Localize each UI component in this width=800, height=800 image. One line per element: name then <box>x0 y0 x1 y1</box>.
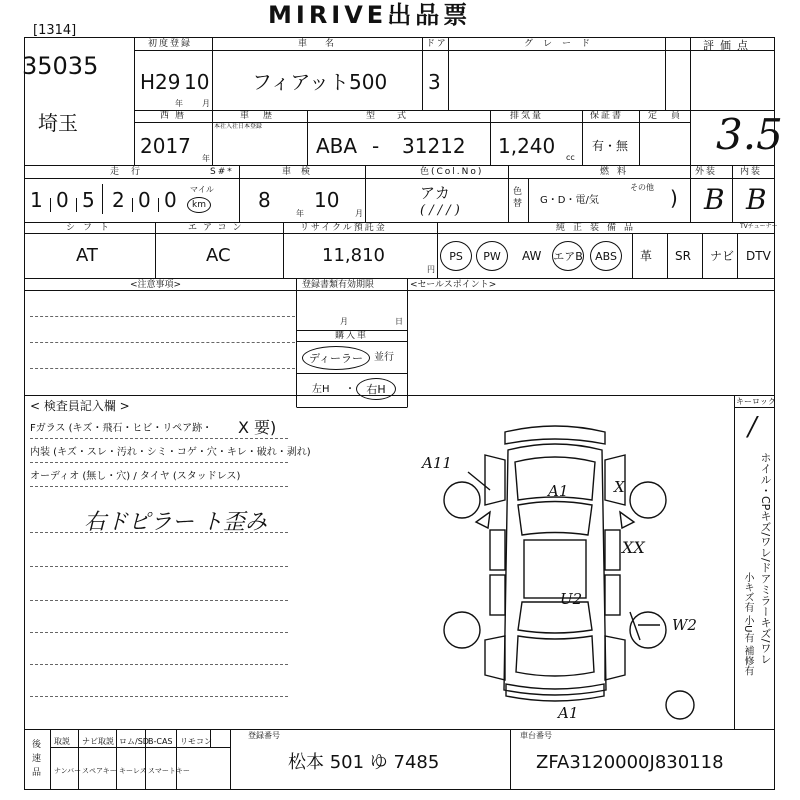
damage-mark-top-left: A11 <box>422 454 452 472</box>
sales-points-header: <セールスポイント> <box>410 280 497 290</box>
lot-number: 35035 <box>22 52 99 80</box>
shift-value: AT <box>76 245 98 266</box>
aircon-header: エアコン <box>188 223 248 233</box>
inspector-line-2: 内装 (キズ・スレ・汚れ・シミ・コゲ・穴・キレ・破れ・剥れ) <box>30 447 311 458</box>
inspector-header: < 検査員記入欄 > <box>30 399 130 413</box>
accessory-item: 取説 <box>54 737 70 746</box>
chassis-side-label: 後 速 品 <box>32 740 42 778</box>
color-code: ( / / / ) <box>420 203 460 218</box>
car-name-value: フィアット500 <box>252 70 388 94</box>
displacement-header: 排気量 <box>510 111 544 121</box>
parallel-option: 並行 <box>374 352 394 363</box>
cc-unit: cc <box>566 153 575 162</box>
km-unit: km <box>187 197 211 213</box>
model-prefix: ABA <box>316 134 358 158</box>
damage-mark-center: U2 <box>560 590 583 608</box>
color-change-label: 色替 <box>513 187 523 209</box>
damage-mark-top-center: A1 <box>548 482 569 500</box>
accessory-item: リモコン <box>180 737 212 746</box>
history-sub: 本社入社日本登録 <box>214 123 263 130</box>
reg-number-value: 松本 501 ゆ 7485 <box>288 752 440 773</box>
grade-header: グレード <box>524 39 601 49</box>
mileage-digit: 0 <box>56 188 69 212</box>
accessory-item: ナビ取説 <box>82 737 114 746</box>
accessory-item: キーレス <box>119 767 147 775</box>
equipment-8: DTV <box>746 249 771 263</box>
color-name: アカ <box>420 184 450 202</box>
accessory-item: スペアキー <box>82 767 117 775</box>
mileage-digit: 2 <box>112 188 125 212</box>
damage-mark-mid-right: XX <box>622 538 645 557</box>
steering-left: 左H <box>312 384 330 395</box>
mile-unit: マイル <box>190 185 214 194</box>
damage-mark-bottom: A1 <box>558 704 579 722</box>
doors-header: ドア <box>426 39 448 49</box>
mileage-digit: 5 <box>82 188 95 212</box>
accessory-item: ナンバー <box>54 767 82 775</box>
sharp-header: S#* <box>210 167 234 177</box>
history-header: 車歴 <box>240 111 287 121</box>
steering-dot: ・ <box>345 384 355 395</box>
form-title: MIRIVE出品票 <box>268 1 472 29</box>
aircon-value: AC <box>206 245 231 266</box>
inspector-line-3: オーディオ (無し・穴) / タイヤ (スタッドレス) <box>30 471 241 482</box>
score-header: 評価点 <box>703 39 754 52</box>
region-label: 埼玉 <box>38 111 78 135</box>
lot-code: [1314] <box>33 23 77 38</box>
year-sub-2: 年 <box>202 154 210 163</box>
model-year-header: 西暦 <box>160 111 191 121</box>
inspection-year-sub: 年 <box>296 209 304 218</box>
expiry-month: 月 <box>340 317 348 326</box>
expiry-day: 日 <box>395 317 403 326</box>
key-lock-label: キーロック <box>736 397 776 406</box>
model-code: 31212 <box>402 134 466 158</box>
year-sub: 年 <box>175 99 183 108</box>
fuel-header: 燃料 <box>600 167 635 177</box>
warranty-options: 有・無 <box>592 139 629 153</box>
car-name-header: 車名 <box>298 39 353 49</box>
equipment-header: 純正装備品 <box>556 223 642 233</box>
tv-tuner-label: TVチューナー <box>740 223 778 230</box>
inspection-year: 8 <box>258 188 271 212</box>
displacement-value: 1,240 <box>498 134 556 158</box>
reg-expiry-header: 登録書類有効期限 <box>302 280 375 290</box>
model-year-value: 2017 <box>140 134 191 158</box>
reg-number-label: 登録番号 <box>248 731 280 740</box>
first-reg-era: H29 <box>140 70 181 94</box>
first-reg-month: 10 <box>184 70 210 94</box>
capacity-header: 定員 <box>648 111 695 121</box>
inspection-month: 10 <box>314 188 340 212</box>
inspector-line-1-mark: X 要) <box>238 418 277 437</box>
equipment-3: エアB <box>552 241 584 271</box>
mileage-digit: 0 <box>138 188 151 212</box>
chassis-label: 車台番号 <box>520 731 552 740</box>
equipment-4: ABS <box>590 241 622 271</box>
steering-right: 右H <box>356 378 396 400</box>
dealer-option: ディーラー <box>302 346 370 370</box>
accessory-item: スマートキー <box>148 767 190 775</box>
equipment-7: ナビ <box>710 249 735 263</box>
chassis-value: ZFA3120000J830118 <box>536 752 724 773</box>
inspection-month-sub: 月 <box>355 209 363 218</box>
shift-header: シフト <box>66 223 118 233</box>
recycle-header: リサイクル預託金 <box>300 223 387 233</box>
equipment-1: PW <box>476 241 508 271</box>
legend-vertical-2: 小キズ有 小U有 補修有 <box>742 572 753 676</box>
mileage-header: 走行 <box>110 167 153 177</box>
exterior-header: 外装 <box>695 167 718 177</box>
yen-unit: 円 <box>427 265 435 274</box>
mileage-digit: 0 <box>164 188 177 212</box>
exterior-grade: B <box>704 183 725 216</box>
score-value: 3.5 <box>716 110 783 159</box>
recycle-value: 11,810 <box>322 245 385 266</box>
month-sub: 月 <box>202 99 210 108</box>
fuel-other: その他 <box>630 183 654 192</box>
equipment-5: 革 <box>640 249 653 263</box>
inspector-line-1: Fガラス (キズ・飛石・ヒビ・リペア跡・ <box>30 423 213 434</box>
purchased-car-header: 購入車 <box>335 331 369 341</box>
model-type-header: 型式 <box>366 111 429 121</box>
notes-header: <注意事項> <box>130 280 182 290</box>
interior-grade: B <box>746 183 767 216</box>
damage-mark-right-lower: W2 <box>672 616 697 634</box>
mileage-digit: 1 <box>30 188 43 212</box>
accessory-item: ロム/SD <box>119 737 149 746</box>
damage-mark-top-right: X <box>614 478 625 496</box>
key-lock-mark: / <box>748 412 757 442</box>
inspector-handwritten: 右ドピラー ト歪み <box>84 510 267 535</box>
accessory-item: B-CAS <box>148 737 173 746</box>
fuel-options: G・D・電/気 <box>540 195 599 206</box>
color-header: 色(Col.No) <box>420 167 484 177</box>
legend-vertical-1: ホイル・CPキズ/ワレ/ドアミラーキズ/ワレ <box>759 452 772 665</box>
inspection-header: 車検 <box>282 167 321 177</box>
doors-value: 3 <box>428 70 441 94</box>
fuel-paren: ) <box>670 186 678 210</box>
equipment-0: PS <box>440 241 472 271</box>
first-reg-header: 初度登録 <box>148 39 193 49</box>
equipment-6: SR <box>675 249 691 263</box>
model-dash: - <box>372 134 380 158</box>
warranty-header: 保証書 <box>590 111 624 121</box>
equipment-2: AW <box>522 249 542 263</box>
interior-header: 内装 <box>740 167 763 177</box>
